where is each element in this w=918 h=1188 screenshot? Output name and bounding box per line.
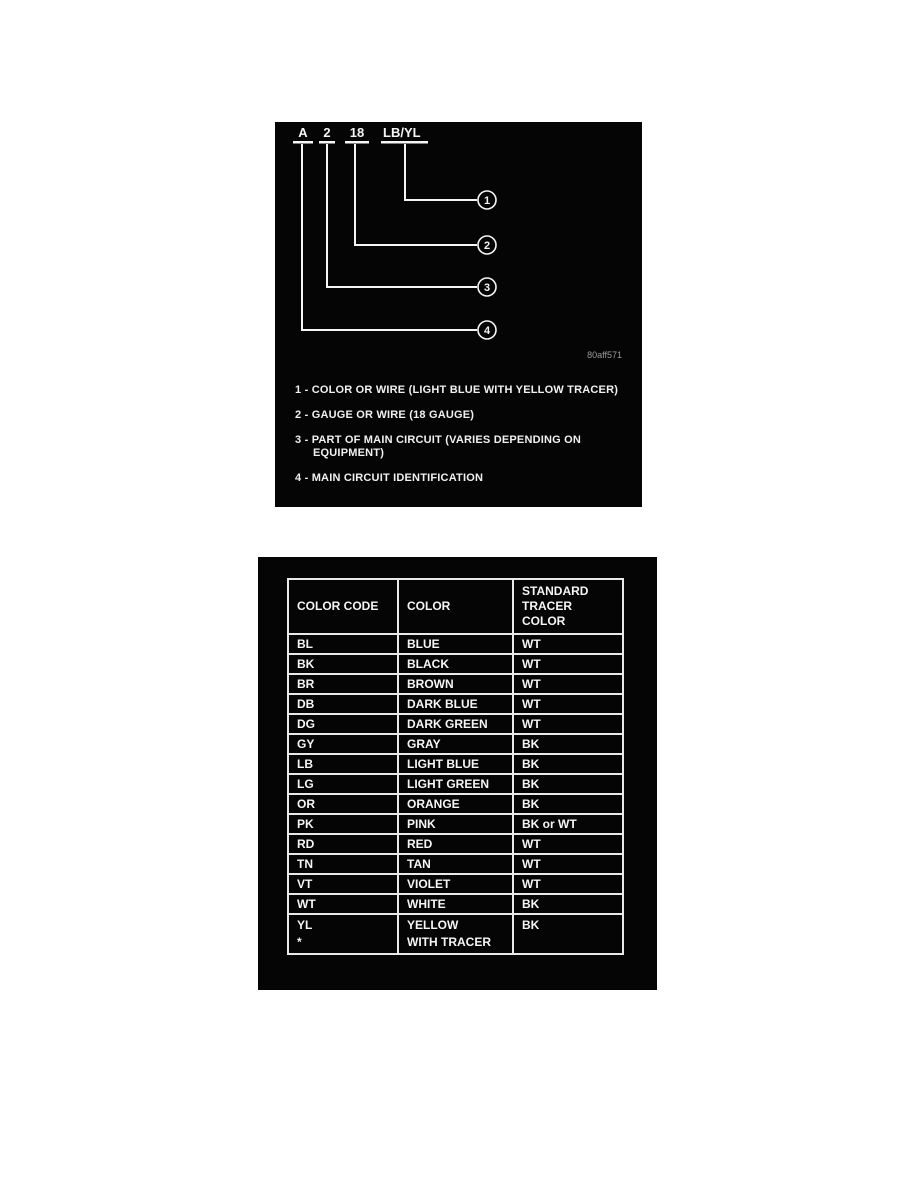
leader-line-1	[405, 144, 477, 200]
cell-tracer: WT	[513, 834, 623, 854]
cell-code: BL	[288, 634, 398, 654]
cell-tracer: WT	[513, 634, 623, 654]
color-code-table-panel	[258, 557, 657, 990]
cell-color: VIOLET	[398, 874, 513, 894]
table-row	[288, 874, 623, 894]
table-row	[288, 734, 623, 754]
table-row	[288, 914, 623, 954]
cell-code: LG	[288, 774, 398, 794]
legend-item-4: 4 - MAIN CIRCUIT IDENTIFICATION	[295, 472, 484, 484]
cell-color-line2: WITH TRACER	[407, 935, 491, 949]
figure-id: 80aff571	[587, 350, 622, 360]
cell-color: BLACK	[398, 654, 513, 674]
cell-code-line1: YL	[297, 918, 313, 932]
cell-color: LIGHT BLUE	[398, 754, 513, 774]
code-label-gauge: 18	[349, 125, 365, 140]
code-label-circuit-part: 2	[323, 125, 331, 140]
legend-item-3: 3 - PART OF MAIN CIRCUIT (VARIES DEPENDING ON EQUIPMENT)	[295, 434, 582, 459]
table-row	[288, 654, 623, 674]
table-row	[288, 754, 623, 774]
cell-code: WT	[288, 894, 398, 914]
cell-color: WHITE	[398, 894, 513, 914]
header-standard-tracer: STANDARD TRACER COLOR	[513, 579, 623, 634]
leader-line-2	[355, 144, 477, 245]
cell-color: ORANGE	[398, 794, 513, 814]
cell-tracer: BK	[513, 774, 623, 794]
cell-tracer: WT	[513, 714, 623, 734]
cell-color: RED	[398, 834, 513, 854]
cell-tracer-line1: BK	[522, 918, 540, 932]
table-row	[288, 834, 623, 854]
underline-gauge	[345, 141, 369, 144]
table-header-row	[288, 579, 623, 634]
cell-tracer: WT	[513, 674, 623, 694]
cell-tracer: WT	[513, 854, 623, 874]
cell-tracer	[513, 914, 623, 954]
cell-color: BLUE	[398, 634, 513, 654]
code-label-main-circuit: A	[298, 125, 308, 140]
leader-line-3	[327, 144, 477, 287]
cell-code: GY	[288, 734, 398, 754]
table-row	[288, 674, 623, 694]
underline-wire-color	[381, 141, 428, 144]
code-label-wire-color: LB/YL	[383, 125, 421, 140]
cell-color: GRAY	[398, 734, 513, 754]
cell-code	[288, 914, 398, 954]
callout-number-4: 4	[483, 325, 491, 337]
table-row	[288, 694, 623, 714]
cell-tracer: WT	[513, 654, 623, 674]
cell-tracer: BK	[513, 754, 623, 774]
callout-number-3: 3	[483, 282, 491, 294]
legend-item-1: 1 - COLOR OR WIRE (LIGHT BLUE WITH YELLOW TRACER)	[295, 384, 619, 396]
cell-code: TN	[288, 854, 398, 874]
cell-tracer: BK	[513, 794, 623, 814]
cell-code: PK	[288, 814, 398, 834]
figure-legend	[275, 372, 642, 485]
cell-code: LB	[288, 754, 398, 774]
legend-item-2: 2 - GAUGE OR WIRE (18 GAUGE)	[295, 409, 475, 421]
cell-tracer: WT	[513, 694, 623, 714]
table-row	[288, 794, 623, 814]
cell-tracer: BK	[513, 734, 623, 754]
leader-line-4	[302, 144, 477, 330]
cell-color: PINK	[398, 814, 513, 834]
cell-color: LIGHT GREEN	[398, 774, 513, 794]
table-row	[288, 894, 623, 914]
table-row	[288, 854, 623, 874]
cell-code-line2: *	[297, 935, 302, 949]
cell-code: DB	[288, 694, 398, 714]
table-row	[288, 774, 623, 794]
cell-color: TAN	[398, 854, 513, 874]
cell-code: BK	[288, 654, 398, 674]
callout-number-2: 2	[483, 240, 491, 252]
color-code-table	[287, 578, 624, 955]
cell-color-line1: YELLOW	[407, 918, 459, 932]
table-row	[288, 714, 623, 734]
cell-code: DG	[288, 714, 398, 734]
cell-color	[398, 914, 513, 954]
cell-code: VT	[288, 874, 398, 894]
cell-tracer: BK	[513, 894, 623, 914]
cell-color: BROWN	[398, 674, 513, 694]
header-color: COLOR	[398, 579, 513, 634]
cell-color: DARK BLUE	[398, 694, 513, 714]
cell-code: OR	[288, 794, 398, 814]
header-color-code: COLOR CODE	[288, 579, 398, 634]
table-row	[288, 634, 623, 654]
underline-circuit-part	[319, 141, 335, 144]
table-row	[288, 814, 623, 834]
cell-tracer: BK or WT	[513, 814, 623, 834]
callout-number-1: 1	[483, 195, 491, 207]
wire-code-figure-panel	[275, 122, 642, 507]
wire-code-diagram	[275, 122, 642, 372]
cell-code: BR	[288, 674, 398, 694]
cell-tracer: WT	[513, 874, 623, 894]
cell-code: RD	[288, 834, 398, 854]
cell-color: DARK GREEN	[398, 714, 513, 734]
underline-main-circuit	[293, 141, 313, 144]
